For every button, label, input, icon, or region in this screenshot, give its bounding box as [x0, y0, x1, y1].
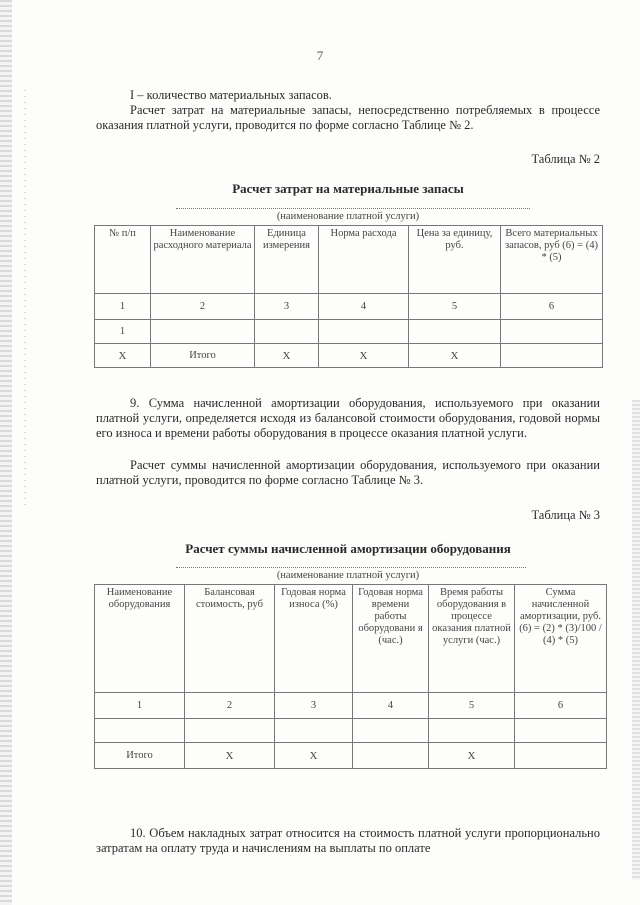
- table2-cell: [151, 320, 255, 344]
- table3-header-cell: Время работы оборудования в процессе оказания платной услуги (час.): [429, 585, 515, 693]
- table3-header-cell: Сумма начисленной амортизации, руб. (6) = (2) * (3)/100 / (4) * (5): [515, 585, 607, 693]
- table3-cell: [429, 719, 515, 743]
- table3-cell: Х: [429, 743, 515, 769]
- table2-cell: Х: [255, 344, 319, 368]
- table2-caption: Таблица № 2: [531, 152, 600, 166]
- table3-cell: 1: [95, 693, 185, 719]
- table3-header-row: [95, 585, 607, 693]
- table2-total-label: Итого: [151, 344, 255, 368]
- table3-cell: [515, 743, 607, 769]
- table3-cell: 4: [353, 693, 429, 719]
- page-number: 7: [316, 48, 324, 63]
- table2-header-cell: Всего материальных запасов, руб (6) = (4) * (5): [501, 226, 603, 294]
- table2-service-label: (наименование платной услуги): [276, 211, 420, 222]
- scan-edge-left: [0, 0, 12, 905]
- table2-cell: 1: [95, 294, 151, 320]
- table3-header-cell: Балансовая стоимость, руб: [185, 585, 275, 693]
- table3-cell: [185, 719, 275, 743]
- table3-service-label: (наименование платной услуги): [276, 570, 420, 581]
- table2-cell: [409, 320, 501, 344]
- table2-cell: 6: [501, 294, 603, 320]
- table3-cell: [275, 719, 353, 743]
- table3-cell: 3: [275, 693, 353, 719]
- table3-header-cell: Наименование оборудования: [95, 585, 185, 693]
- table3-cell: [353, 743, 429, 769]
- table3-cell: [353, 719, 429, 743]
- table2-service-line: [176, 208, 530, 209]
- table3-cell: [515, 719, 607, 743]
- table2-number-row: [95, 294, 603, 320]
- table2-cell: 3: [255, 294, 319, 320]
- table2-data-row: [95, 320, 603, 344]
- table2-cell: 5: [409, 294, 501, 320]
- table3-cell: 2: [185, 693, 275, 719]
- scan-edge-right: [632, 400, 640, 880]
- table3-cell: 5: [429, 693, 515, 719]
- table2-cell: [319, 320, 409, 344]
- table2-cell: [501, 320, 603, 344]
- table2-cell: [501, 344, 603, 368]
- table2-title: Расчет затрат на материальные запасы: [232, 181, 464, 196]
- table3-cell: 6: [515, 693, 607, 719]
- table3-cell: Х: [185, 743, 275, 769]
- table2-cell: Х: [95, 344, 151, 368]
- table3-service-line: [176, 567, 526, 568]
- paragraph-overhead: 10. Объем накладных затрат относится на стоимость платной услуги пропорционально затратам на оплату труда и начислениям на выплаты по оплате: [96, 826, 600, 855]
- paragraph-quantity: I – количество материальных запасов.: [130, 88, 332, 102]
- table2: [94, 225, 603, 368]
- table3-cell: Х: [275, 743, 353, 769]
- paragraph-amortization: 9. Сумма начисленной амортизации оборудования, используемого при оказании платной услуги, определяется исходя из балансовой стоимости оборудования, годовой нормы его износа и времени работы оборудования в процессе оказания платной услуги.: [96, 396, 600, 440]
- scan-dots: [24, 90, 26, 510]
- table2-header-cell: Наименование расходного материала: [151, 226, 255, 294]
- table3-header-cell: Годовая норма времени работы оборудовани я (час.): [353, 585, 429, 693]
- table3-title: Расчет суммы начисленной амортизации оборудования: [185, 541, 511, 556]
- table2-cell: 4: [319, 294, 409, 320]
- table3-data-row: [95, 719, 607, 743]
- table2-cell: Х: [319, 344, 409, 368]
- table3: [94, 584, 607, 769]
- table2-cell: Х: [409, 344, 501, 368]
- table2-header-cell: Норма расхода: [319, 226, 409, 294]
- table2-header-row: [95, 226, 603, 294]
- table2-cell: [255, 320, 319, 344]
- table3-caption: Таблица № 3: [531, 508, 600, 522]
- table2-total-row: [95, 344, 603, 368]
- paragraph-materials-calc: Расчет затрат на материальные запасы, непосредственно потребляемых в процессе оказания платной услуги, проводится по форме согласно Таблице № 2.: [96, 103, 600, 132]
- table3-total-label: Итого: [95, 743, 185, 769]
- table3-cell: [95, 719, 185, 743]
- paragraph-amortization-calc: Расчет суммы начисленной амортизации оборудования, используемого при оказании платной услуги, проводится по форме согласно Таблице № 3.: [96, 458, 600, 487]
- table2-cell: 1: [95, 320, 151, 344]
- table3-number-row: [95, 693, 607, 719]
- table3-header-cell: Годовая норма износа (%): [275, 585, 353, 693]
- table2-header-cell: № п/п: [95, 226, 151, 294]
- table2-cell: 2: [151, 294, 255, 320]
- table3-total-row: [95, 743, 607, 769]
- table2-header-cell: Единица измерения: [255, 226, 319, 294]
- table2-header-cell: Цена за единицу, руб.: [409, 226, 501, 294]
